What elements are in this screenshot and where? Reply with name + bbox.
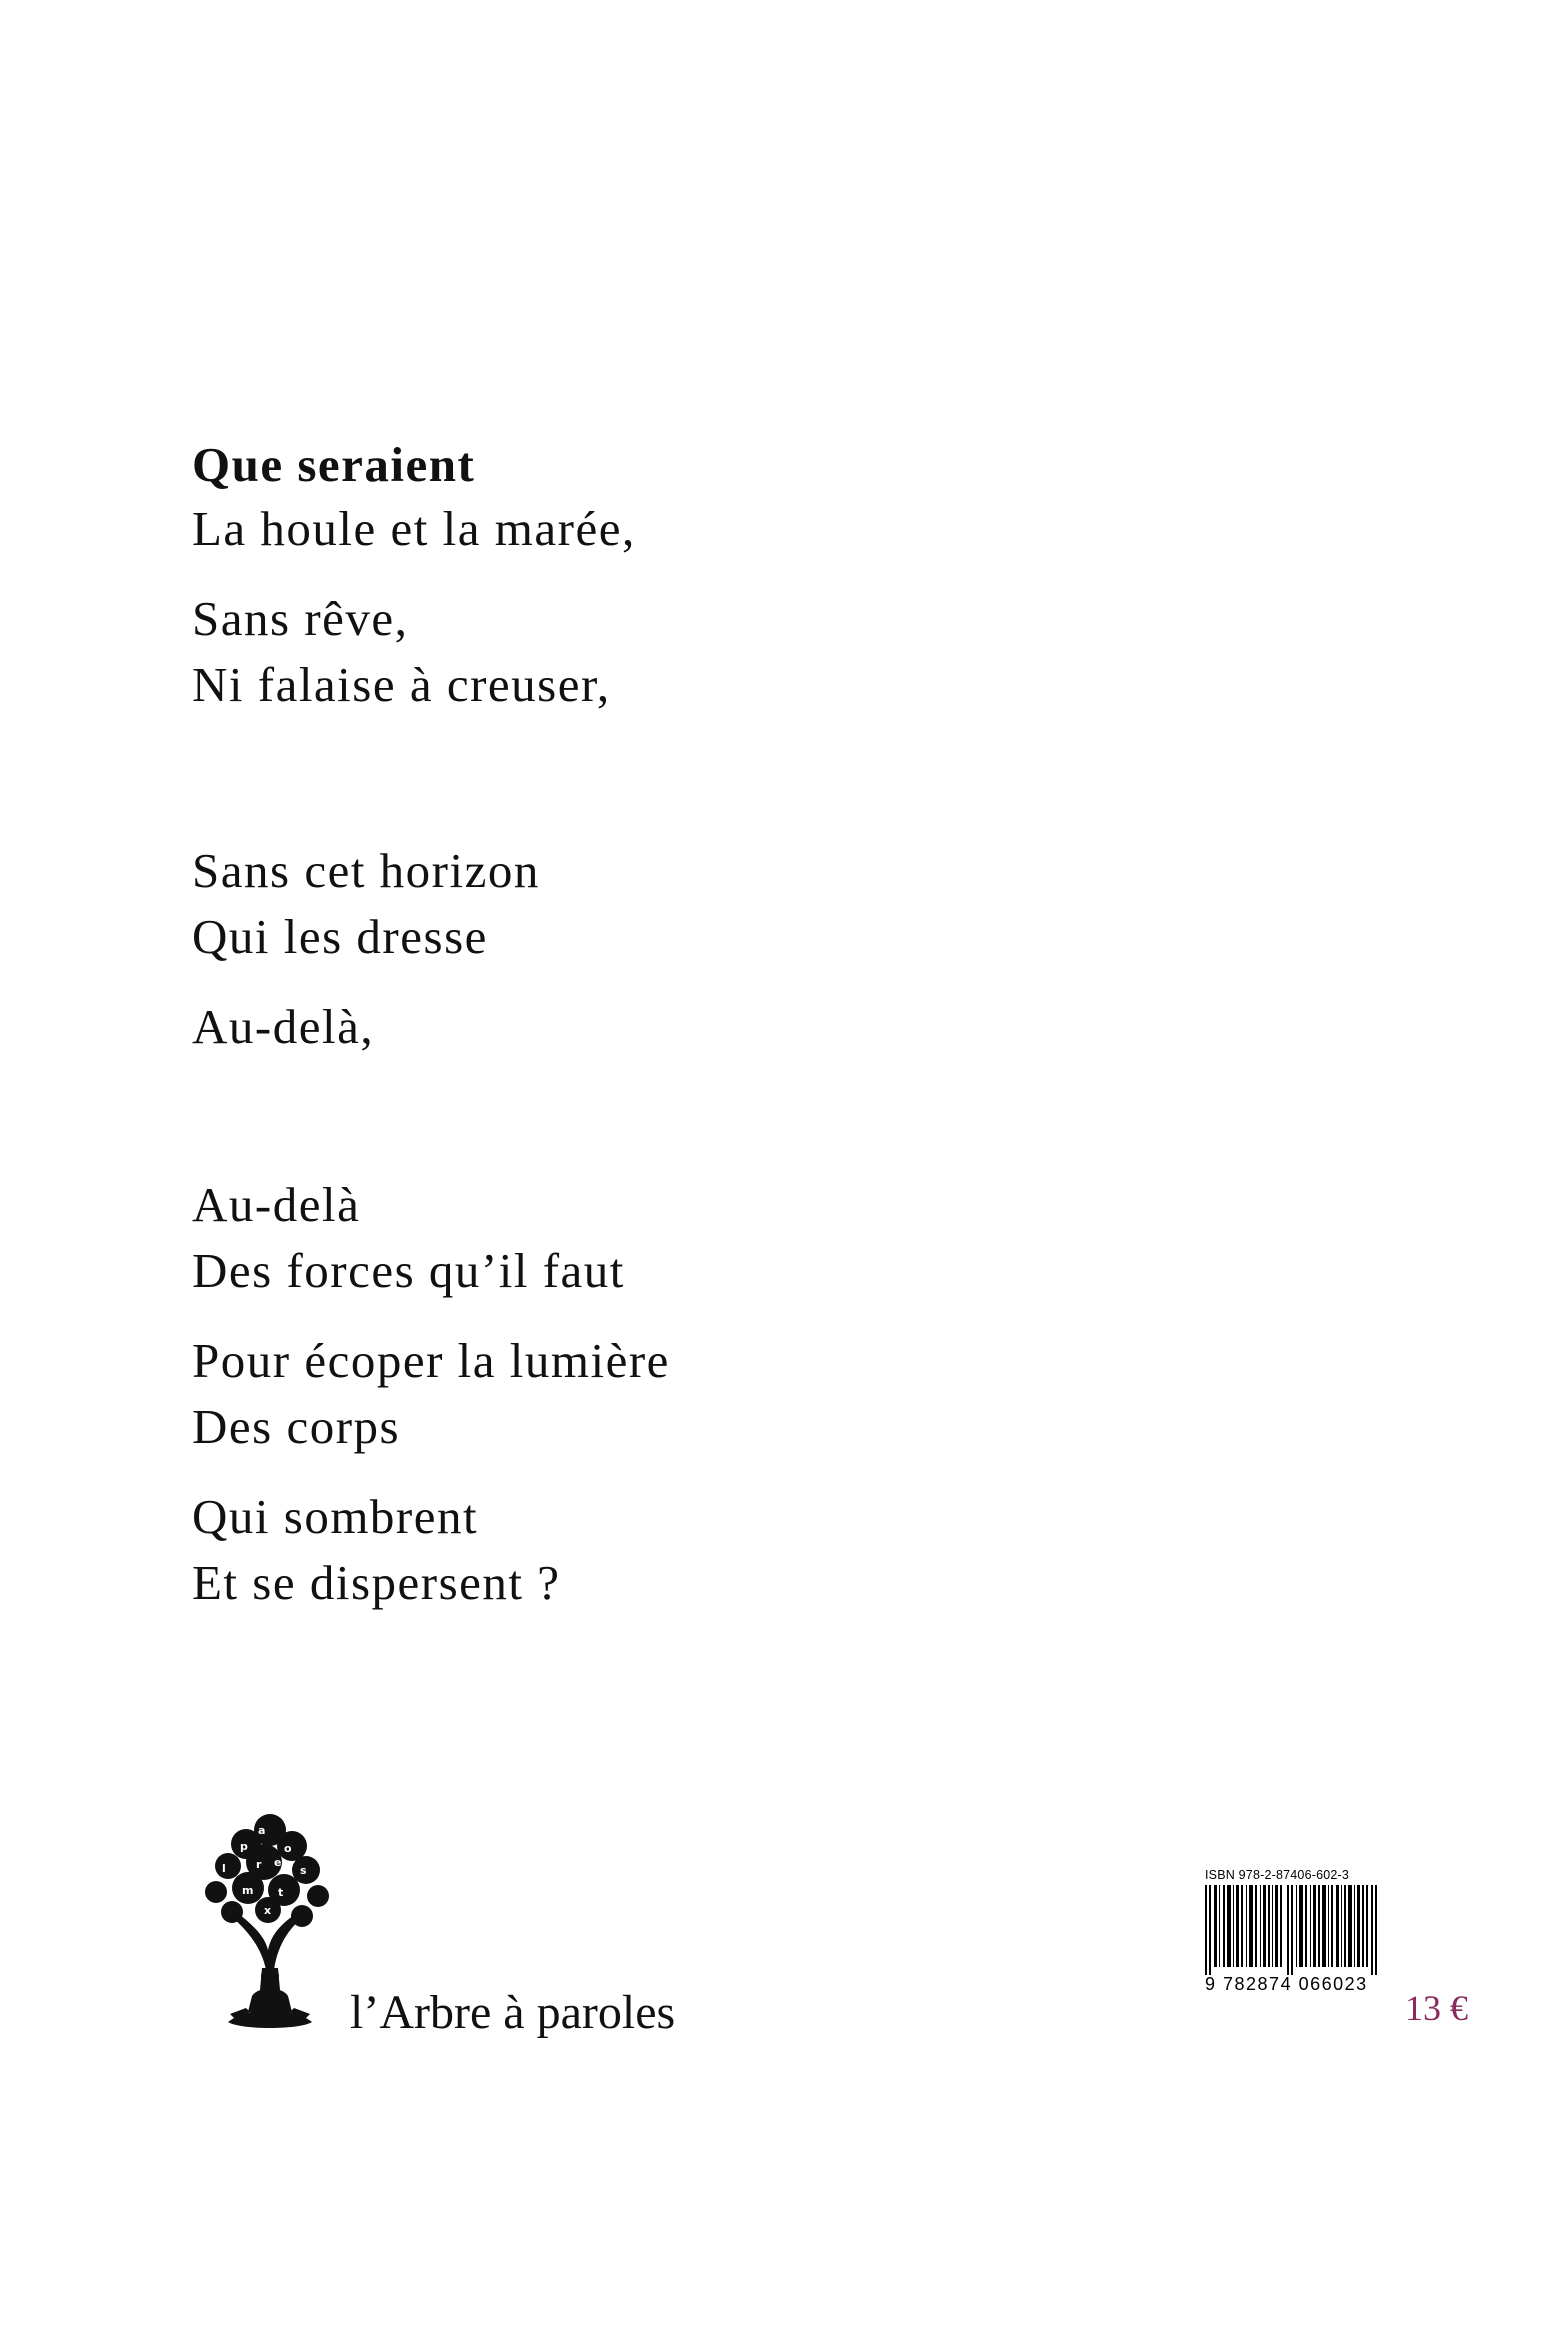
svg-text:o: o xyxy=(284,1842,292,1855)
svg-text:x: x xyxy=(264,1904,272,1917)
poem-line: Au-delà, xyxy=(192,999,375,1054)
svg-text:l: l xyxy=(222,1862,226,1875)
barcode-bars xyxy=(1205,1885,1380,1975)
price: 13 € xyxy=(1405,1988,1468,2028)
poem-line: La houle et la marée, xyxy=(192,501,636,556)
poem-line: Des forces qu’il faut xyxy=(192,1243,625,1298)
barcode-digits: 9 782874 066023 xyxy=(1205,1974,1368,1994)
svg-text:a: a xyxy=(258,1824,266,1837)
poem-line: Pour écoper la lumière xyxy=(192,1333,670,1388)
svg-text:p: p xyxy=(240,1840,248,1853)
poem-line: Des corps xyxy=(192,1399,401,1454)
poem-line: Que seraient xyxy=(192,437,476,492)
publisher-name: l’Arbre à paroles xyxy=(350,1986,676,2039)
svg-text:t: t xyxy=(278,1886,284,1899)
svg-text:s: s xyxy=(300,1864,307,1877)
isbn-label: ISBN 978-2-87406-602-3 xyxy=(1205,1868,1350,1882)
svg-text:r: r xyxy=(256,1858,262,1871)
poem-line: Qui les dresse xyxy=(192,909,488,964)
poem-line: Qui sombrent xyxy=(192,1489,479,1544)
poem-line: Sans rêve, xyxy=(192,591,409,646)
poem-line: Ni falaise à creuser, xyxy=(192,657,611,712)
poem-line: Et se dispersent ? xyxy=(192,1555,561,1610)
svg-text:e: e xyxy=(274,1856,282,1869)
svg-text:m: m xyxy=(242,1884,254,1897)
tree-of-letters-meditating-figure-icon xyxy=(188,1800,348,2040)
isbn-barcode xyxy=(1205,1868,1380,1996)
poem-line: Sans cet horizon xyxy=(192,843,540,898)
poem-line: Au-delà xyxy=(192,1177,361,1232)
